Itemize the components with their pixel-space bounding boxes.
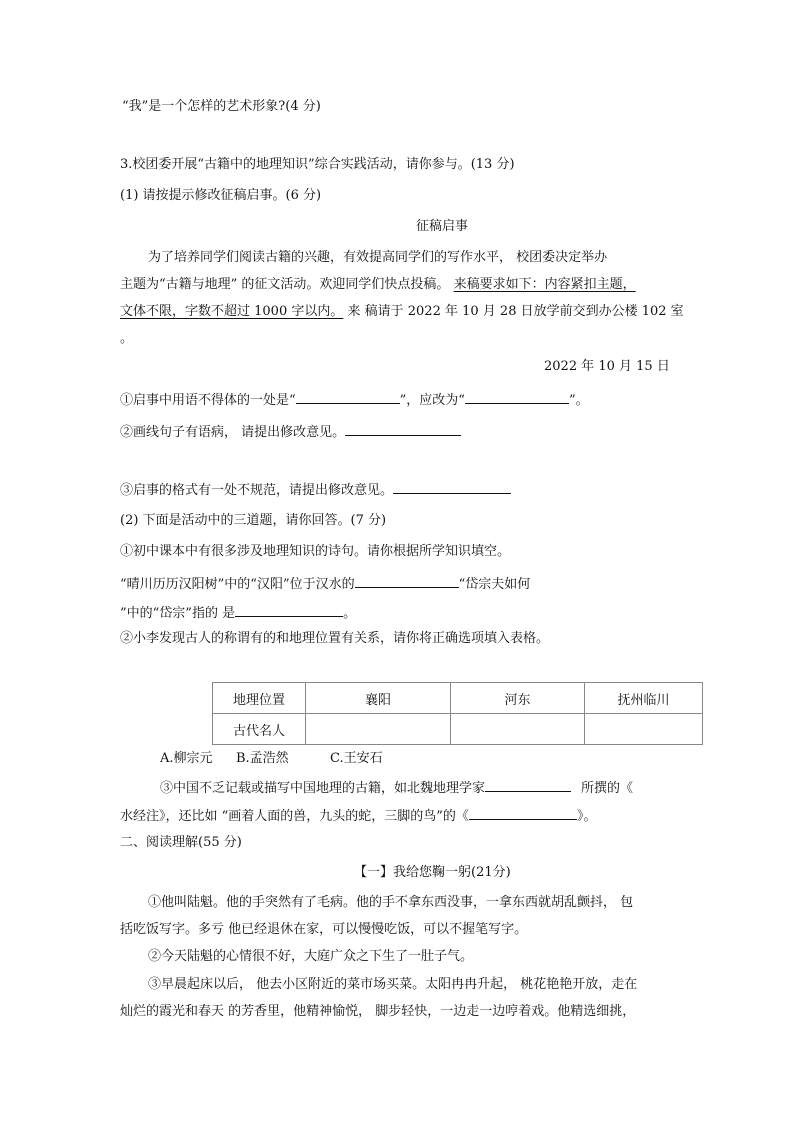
question-3-title: 3.校团委开展“古籍中的地理知识”综合实践活动，请你参与。(13 分) bbox=[120, 157, 515, 172]
poem-line-1 bbox=[120, 574, 530, 594]
part-3-text-a: ③中国不乏记载或描写中国地理的古籍，如北魏地理学家 bbox=[160, 781, 486, 796]
item-2 bbox=[120, 422, 461, 442]
part-3-text-b: 所撰的《 bbox=[581, 781, 634, 796]
notice-line-4: 。 bbox=[120, 331, 134, 346]
poem-text-a: “晴川历历汉阳树”中的“汉阳”位于汉水的 bbox=[120, 577, 355, 592]
answer-blank-2[interactable] bbox=[465, 390, 569, 404]
option-c: C.王安石 bbox=[330, 751, 383, 766]
part-2-prompt: ②小李发现古人的称谓有的和地理位置有关系，请你将正确选项填入表格。 bbox=[120, 631, 550, 646]
part-3-text-d: 》。 bbox=[576, 809, 597, 824]
notice-line-1: 为了培养同学们阅读古籍的兴趣，有效提高同学们的写作水平， 校团委决定举办 bbox=[148, 250, 608, 265]
story-title: 【一】我给您鞠一躬(21分) bbox=[354, 865, 511, 880]
subquestion-2: (2) 下面是活动中的三道题，请你回答。(7 分) bbox=[120, 513, 387, 528]
item-1-text-b: ”，应改为“ bbox=[399, 393, 465, 408]
names-table bbox=[212, 682, 703, 745]
table-cell: 地理位置 bbox=[213, 683, 306, 714]
answer-blank-1[interactable] bbox=[296, 390, 400, 404]
table-row bbox=[213, 683, 703, 714]
story-para-1-line-1: ①他叫陆魁。他的手突然有了毛病。他的手不拿东西没事，一拿东西就胡乱颤抖， 包 bbox=[148, 895, 634, 910]
part-3-text-c: 水经注》，还比如 “画着人面的兽，九头的蛇，三脚的鸟”的《 bbox=[120, 809, 469, 824]
table-cell: 古代名人 bbox=[213, 714, 306, 745]
notice-line-2-text: 主题为“古籍与地理” 的征文活动。欢迎同学们快点投稿。 bbox=[120, 277, 450, 292]
notice-title: 征稿启事 bbox=[416, 219, 469, 234]
part-3-line-2 bbox=[120, 806, 596, 826]
answer-cell[interactable] bbox=[585, 714, 703, 745]
story-para-3-line-2: 灿烂的霞光和春天 的芳香里，他精神愉悦， 脚步轻快，一边走一边哼着戏。他精选细挑， bbox=[120, 1004, 636, 1019]
item-1-text-a: ①启事中用语不得体的一处是“ bbox=[120, 393, 296, 408]
item-3-text: ③启事的格式有一处不规范，请提出修改意见。 bbox=[120, 483, 394, 498]
answer-blank-4[interactable] bbox=[393, 480, 511, 494]
poem-line-2 bbox=[120, 603, 356, 623]
subquestion-1: (1) 请按提示修改征稿启事。(6 分) bbox=[120, 188, 322, 203]
notice-date: 2022 年 10 月 15 日 bbox=[544, 359, 670, 374]
notice-line-2 bbox=[120, 276, 636, 294]
answer-cell[interactable] bbox=[451, 714, 585, 745]
answer-blank-7[interactable] bbox=[485, 778, 571, 792]
notice-line-3-text: 来 稿请于 2022 年 10 月 28 日放学前交到办公楼 102 室 bbox=[347, 304, 684, 319]
part-1-prompt: ①初中课本中有很多涉及地理知识的诗句。请你根据所学知识填空。 bbox=[120, 544, 511, 559]
item-2-text: ②画线句子有语病， 请提出修改意见。 bbox=[120, 425, 346, 440]
notice-line-3 bbox=[120, 303, 684, 321]
story-para-3-line-1: ③早晨起床以后， 他去小区附近的菜市场买菜。太阳冉冉升起， 桃花艳艳开放，走在 bbox=[148, 977, 638, 992]
table-cell: 襄阳 bbox=[306, 683, 451, 714]
section-2-heading: 二、阅读理解(55 分) bbox=[120, 835, 242, 850]
item-1 bbox=[120, 390, 589, 410]
story-para-1-line-2: 括吃饭写字。多亏 他已经退休在家，可以慢慢吃饭，可以不握笔写字。 bbox=[120, 922, 528, 937]
item-3 bbox=[120, 480, 511, 500]
question-art-image: “我”是一个怎样的艺术形象?(4 分) bbox=[122, 99, 321, 114]
answer-cell[interactable] bbox=[306, 714, 451, 745]
story-para-2: ②今天陆魁的心情很不好，大庭广众之下生了一肚子气。 bbox=[148, 949, 474, 964]
part-3-line-1 bbox=[160, 778, 633, 798]
table-cell: 抚州临川 bbox=[585, 683, 703, 714]
answer-blank-3[interactable] bbox=[345, 422, 461, 436]
poem-text-d: 。 bbox=[343, 606, 357, 621]
underlined-sentence-part1: 来稿要求如下：内容紧扣主题， bbox=[453, 277, 636, 292]
option-a: A.柳宗元 bbox=[160, 751, 213, 766]
answer-blank-5[interactable] bbox=[355, 574, 459, 588]
table-cell: 河东 bbox=[451, 683, 585, 714]
answer-blank-8[interactable] bbox=[469, 806, 577, 820]
table-row bbox=[213, 714, 703, 745]
underlined-sentence-part2: 文体不限，字数不超过 1000 字以内。 bbox=[120, 304, 344, 319]
option-b: B.孟浩然 bbox=[236, 751, 289, 766]
poem-text-b: “岱宗夫如何 bbox=[458, 577, 531, 592]
poem-text-c: ”中的“岱宗”指的 是 bbox=[120, 606, 236, 621]
answer-blank-6[interactable] bbox=[235, 603, 343, 617]
item-1-text-c: ”。 bbox=[568, 393, 589, 408]
